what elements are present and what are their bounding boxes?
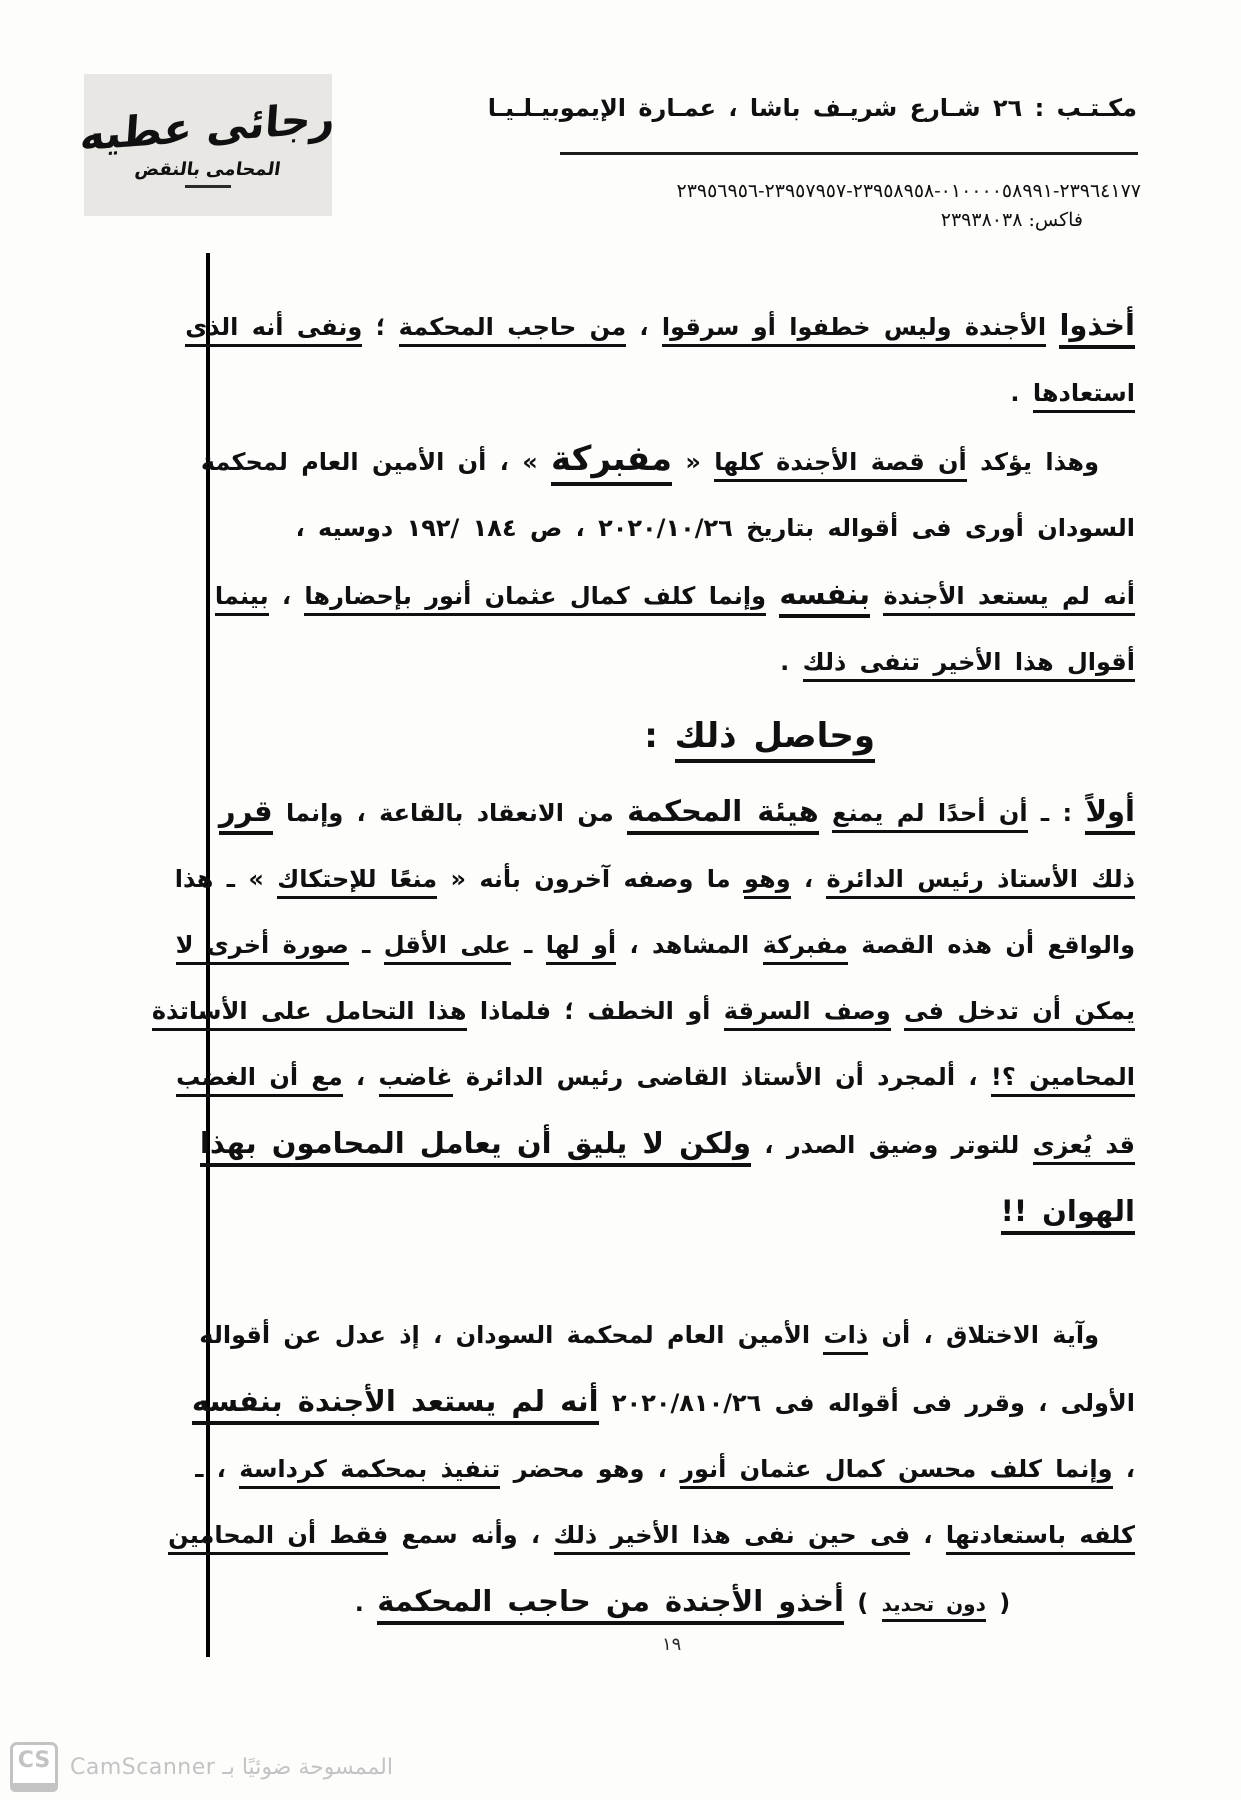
text-segment: وهو — [744, 865, 791, 899]
text-segment: ، ص ١٨٤ /١٩٢ دوسيه ، — [295, 514, 599, 542]
text-segment: أن قصة الأجندة كلها — [714, 448, 967, 482]
text-segment: يمكن أن تدخل فى — [904, 997, 1135, 1031]
law-office-logo — [78, 74, 338, 216]
text-segment: ما وصفه آخرون بأنه « — [437, 865, 744, 893]
text-segment: ) — [843, 1589, 882, 1617]
text-segment: ـ — [510, 931, 546, 959]
text-segment: دون تحديد — [882, 1592, 986, 1622]
text-segment: ذلك الأستاذ رئيس الدائرة — [826, 865, 1135, 899]
text-segment: وحاصل ذلك — [675, 716, 875, 763]
text-segment — [599, 1389, 612, 1417]
text-segment: » ، أن الأمين العام لمحكمة — [200, 448, 552, 476]
text-segment: ـ — [348, 931, 384, 959]
text-segment: مع أن الغضب — [176, 1063, 343, 1097]
logo-subtitle: المحامى بالنقض — [133, 159, 283, 180]
camscanner-logo-icon: CS — [10, 1742, 58, 1792]
text-segment — [891, 997, 904, 1025]
text-segment: ذات — [823, 1321, 868, 1355]
text-segment: ، — [268, 582, 305, 610]
text-segment: وهذا يؤكد — [966, 448, 1099, 476]
text-segment: السودان أورى فى أقواله بتاريخ — [732, 514, 1135, 542]
text-segment: فقط أن المحامين — [168, 1521, 388, 1555]
text-segment: ، — [626, 313, 662, 341]
office-address-line: مكـتـب : ٢٦ شـارع شريـف باشا ، عمـارة الإيموبيـلـيـا — [487, 94, 1137, 122]
logo-underline-dash — [185, 185, 231, 188]
text-segment: من الانعقاد بالقاعة ، وإنما — [272, 799, 628, 827]
text-segment: . — [1010, 379, 1033, 407]
text-segment: وإنما كلف محسن كمال عثمان أنور — [680, 1455, 1112, 1489]
text-segment: الأولى ، وقرر فى أقواله فى — [761, 1389, 1135, 1417]
body-line — [230, 1178, 1135, 1246]
body-line — [218, 778, 1135, 846]
body-line — [174, 846, 1135, 912]
text-segment: هيئة المحكمة — [627, 794, 819, 835]
text-segment: الأمين العام لمحكمة السودان ، إذ عدل عن أقواله — [199, 1321, 824, 1349]
text-segment: للتوتر وضيق الصدر ، — [750, 1131, 1033, 1159]
text-segment: وصف السرقة — [724, 997, 891, 1031]
header-divider-rule — [560, 152, 1138, 155]
body-lines — [151, 292, 1135, 1637]
text-segment: ، وهو محضر — [500, 1455, 681, 1483]
section-heading — [230, 703, 1135, 772]
text-segment: غاضب — [379, 1063, 453, 1097]
body-line — [168, 1502, 1135, 1568]
text-segment: أولاً — [1085, 794, 1135, 835]
text-segment: والواقع أن هذه القصة — [847, 931, 1135, 959]
text-segment — [870, 582, 883, 610]
body-line — [175, 912, 1135, 978]
body-line — [200, 426, 1135, 495]
text-segment: ، — [790, 865, 827, 893]
text-segment: ولكن لا يليق أن يعامل المحامون بهذا — [200, 1126, 751, 1167]
text-segment: أنه لم يستعد الأجندة بنفسه — [192, 1384, 599, 1425]
page-number: ١٩ — [662, 1634, 682, 1655]
text-segment: هذا التحامل على الأساتذة — [152, 997, 467, 1031]
text-segment — [819, 799, 832, 827]
body-line — [176, 1044, 1135, 1110]
body-line — [191, 1368, 1135, 1436]
body-line — [195, 1436, 1135, 1502]
text-segment: » ـ هذا — [174, 865, 278, 893]
text-segment: : ـ — [1027, 799, 1086, 827]
text-segment: وإنما كلف كمال عثمان أنور بإحضارها — [304, 582, 766, 616]
text-segment: : — [644, 716, 675, 756]
text-segment: بينما — [215, 582, 269, 616]
text-segment: الهوان !! — [1001, 1194, 1135, 1235]
text-segment: قد يُعزى — [1033, 1131, 1135, 1165]
text-segment: ونفى أنه الذى — [185, 313, 362, 347]
camscanner-footer — [10, 1742, 393, 1792]
text-segment: مفبركة — [551, 439, 672, 486]
text-segment: المحامين ؟! — [991, 1063, 1135, 1097]
text-segment — [766, 582, 779, 610]
text-segment: أخذوا — [1059, 308, 1135, 349]
text-segment: منعًا للإحتكاك — [277, 865, 437, 899]
logo-name-calligraphy: رجائى عطيه — [78, 92, 338, 161]
text-segment: صورة أخرى لا — [176, 931, 349, 965]
text-segment: وآية الاختلاق ، أن — [868, 1321, 1099, 1349]
text-segment: الأجندة وليس خطفوا أو سرقوا — [662, 313, 1046, 347]
text-segment: مفبركة — [763, 931, 848, 965]
text-segment: على الأقل — [384, 931, 511, 965]
conclusion-line — [230, 1568, 1135, 1637]
text-segment: . — [354, 1589, 378, 1617]
text-segment: بنفسه — [779, 577, 870, 618]
text-segment: ؛ — [362, 313, 399, 341]
text-segment — [1046, 313, 1059, 341]
text-segment: « — [672, 448, 715, 476]
text-segment: ، وأنه سمع — [388, 1521, 554, 1549]
body-line — [151, 978, 1135, 1044]
numeric-text: ٢٠٢٠/٨١٠/٢٦ — [611, 1389, 762, 1417]
text-segment: ، ـ — [195, 1455, 240, 1483]
text-segment: المشاهد ، — [616, 931, 763, 959]
text-segment: ، ألمجرد أن الأستاذ القاضى رئيس الدائرة — [452, 1063, 991, 1091]
text-segment: ، — [910, 1521, 946, 1549]
scanned-by-text: الممسوحة ضوئيًا بـ CamScanner — [70, 1754, 393, 1780]
fax-number-line: فاكس: ٢٣٩٣٨٠٣٨ — [940, 209, 1083, 231]
body-line — [230, 360, 1135, 426]
phone-numbers-line: ٢٣٩٦٤١٧٧-٠١٠٠٠٠٥٨٩٩١-٢٣٩٥٨٩٥٨-٢٣٩٥٧٩٥٧-٢٣٩٥٦٩٥٦ — [676, 180, 1141, 202]
text-segment: ، — [342, 1063, 379, 1091]
numeric-text: ٢٠٢٠/١٠/٢٦ — [598, 514, 733, 542]
body-line — [214, 561, 1135, 629]
text-segment: ( — [985, 1589, 1011, 1617]
text-segment: ، — [1112, 1455, 1135, 1483]
text-segment: تنفيذ بمحكمة كرداسة — [239, 1455, 500, 1489]
text-segment: استعادها — [1033, 379, 1135, 413]
body-line — [199, 1110, 1135, 1178]
body-line — [230, 629, 1135, 695]
text-segment: من حاجب المحكمة — [399, 313, 626, 347]
text-segment: أو لها — [546, 931, 616, 965]
text-segment: فى حين نفى هذا الأخير ذلك — [554, 1521, 911, 1555]
body-line — [185, 292, 1135, 360]
text-segment: كلفه باستعادتها — [946, 1521, 1135, 1555]
text-segment: أخذو الأجندة من حاجب المحكمة — [377, 1584, 844, 1625]
text-segment: أقوال هذا الأخير تنفى ذلك — [803, 648, 1135, 682]
text-segment: أو الخطف ؛ فلماذا — [466, 997, 724, 1025]
text-segment: أنه لم يستعد الأجندة — [883, 582, 1135, 616]
text-segment: . — [780, 648, 803, 676]
text-segment: أن أحدًا لم يمنع — [832, 799, 1028, 833]
body-line — [230, 495, 1135, 561]
body-line — [199, 1302, 1135, 1368]
text-segment: قرر — [219, 794, 273, 835]
